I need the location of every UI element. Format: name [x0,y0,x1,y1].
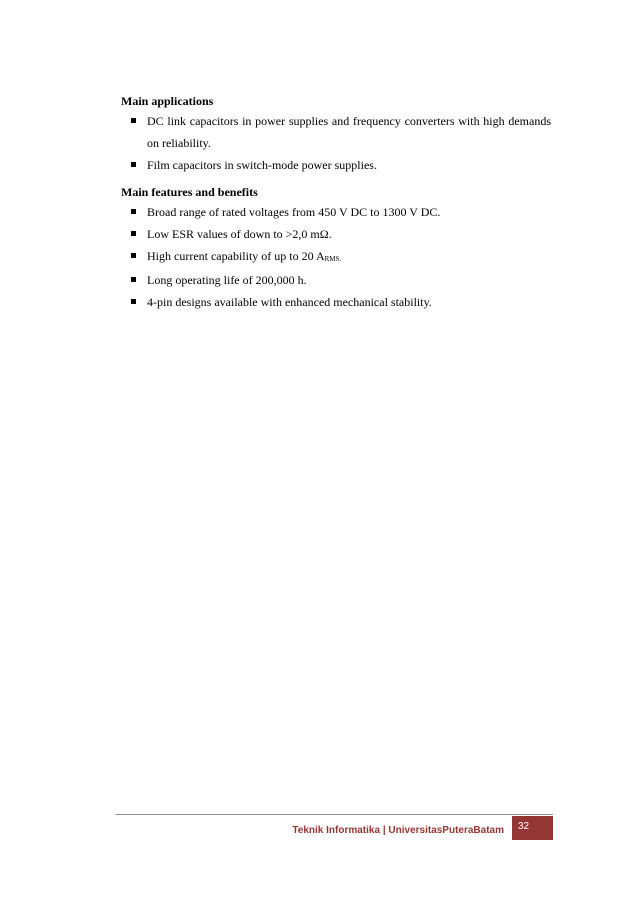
footer-institution: Teknik Informatika | UniversitasPuteraBatam [292,825,504,836]
list-item-text: DC link capacitors in power supplies and frequency converters with high demands on reliability. [147,114,551,150]
page-number: 32 [518,821,530,832]
page-number-badge [510,816,553,840]
main-applications-heading: Main applications [121,94,214,108]
list-item [121,269,551,291]
square-bullet-icon [131,118,136,123]
list-item [121,154,551,176]
rms-subscript: RMS. [324,255,342,263]
list-item-text: Broad range of rated voltages from 450 V DC to 1300 V DC. [147,205,441,219]
list-item-text: 4-pin designs available with enhanced mechanical stability. [147,295,432,309]
square-bullet-icon [131,277,136,282]
list-item-text: Low ESR values of down to >2,0 mΩ. [147,227,332,241]
square-bullet-icon [131,162,136,167]
square-bullet-icon [131,209,136,214]
main-features-heading: Main features and benefits [121,185,258,199]
list-item-text [147,245,551,269]
square-bullet-icon [131,253,136,258]
list-item-text: Film capacitors in switch-mode power supplies. [147,158,377,172]
list-item [121,201,551,223]
list-item [121,291,551,313]
list-item [121,223,551,245]
list-item [121,245,551,269]
applications-list [121,110,551,176]
list-item [121,110,551,154]
square-bullet-icon [131,231,136,236]
badge-separator [510,816,512,840]
features-list [121,201,551,313]
square-bullet-icon [131,299,136,304]
footer-divider [116,814,553,815]
list-item-text: Long operating life of 200,000 h. [147,273,307,287]
current-capability-text: High current capability of up to 20 A [147,249,325,263]
